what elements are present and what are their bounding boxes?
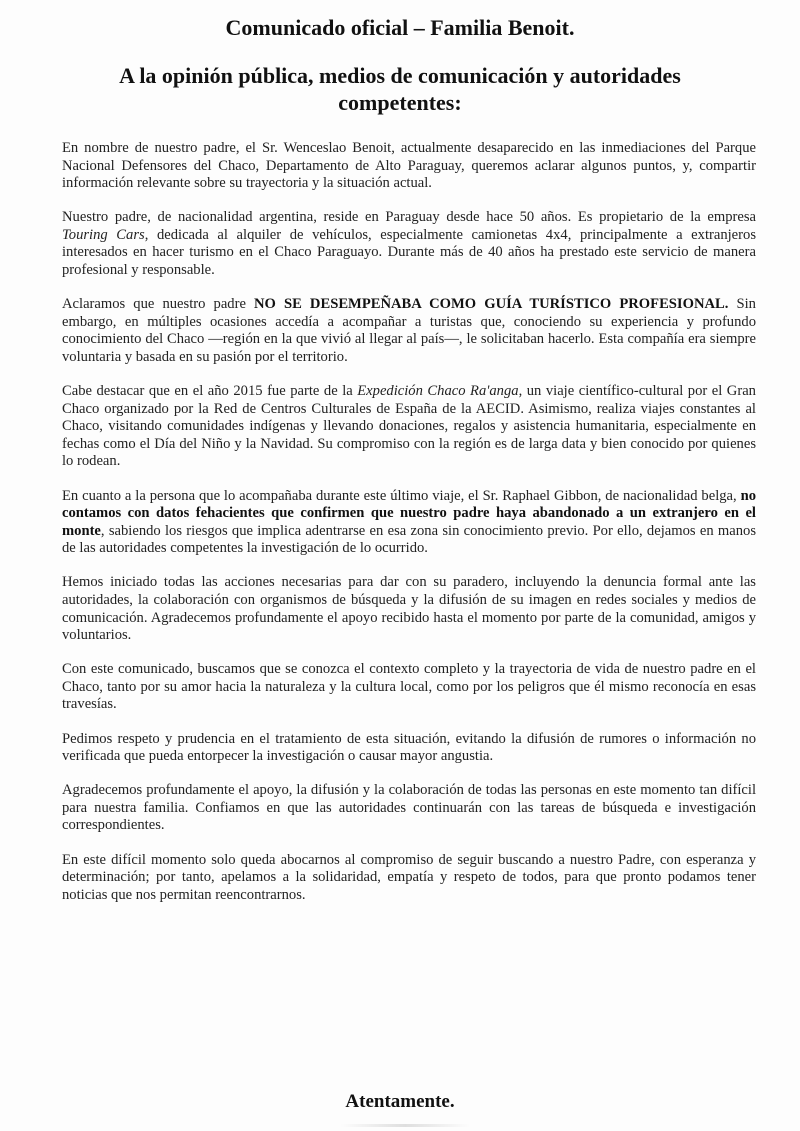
paragraph-4 [62, 383, 756, 471]
paragraph-6 [62, 574, 756, 644]
paragraph-text: Sin embargo, en múltiples ocasiones accedía a acompañar a turistas que, conociendo su experiencia y profundo conocimiento del Chaco —región en la que vivió al llegar al país—, le solicitaban hacerlo. Esta compañía era siempre voluntaria y basada en su pasión por el territorio. [62, 296, 756, 365]
paragraph-text: Hemos iniciado todas las acciones necesarias para dar con su paradero, incluyendo la denuncia formal ante las autoridades, la colaboración con organismos de búsqueda y la difusión de su imagen en redes sociales y medios de comunicación. Agradecemos profundamente el apoyo recibido hasta el momento por parte de la comunidad, amigos y voluntarios. [62, 574, 756, 644]
paragraph-7 [62, 661, 756, 714]
document-title: Comunicado oficial – Familia Benoit. [225, 15, 575, 40]
expedition-name: Expedición Chaco Ra'anga [357, 383, 519, 400]
paragraph-2 [62, 209, 756, 279]
paragraph-text: Con este comunicado, buscamos que se conozca el contexto completo y la trayectoria de vida de nuestro padre en el Chaco, tanto por su amor hacia la naturaleza y la cultura local, como por los peligros que él mismo reconocía en esas travesías. [62, 661, 756, 713]
paragraph-text: Cabe destacar que en el año 2015 fue parte de la [62, 383, 358, 400]
bold-statement: no contamos con datos fehacientes que confirmen que nuestro padre haya abandonado a un extranjero en el monte [62, 487, 756, 539]
paragraph-text: Agradecemos profundamente el apoyo, la difusión y la colaboración de todas las personas en este momento tan difícil para nuestra familia. Confiamos en que las autoridades continuarán con las tareas de búsqueda e investigación correspondientes. [62, 782, 756, 834]
document-body [62, 140, 756, 921]
paragraph-text: Pedimos respeto y prudencia en el tratamiento de esta situación, evitando la difusión de rumores o información no verificada que pueda entorpecer la investigación o causar mayor angustia. [62, 730, 756, 765]
paragraph-1 [62, 140, 756, 193]
paragraph-9 [62, 782, 756, 835]
signature-scan-mark [340, 1124, 470, 1127]
paragraph-text: Nuestro padre, de nacionalidad argentina, reside en Paraguay desde hace 50 años. Es propietario de la empresa [62, 209, 756, 226]
paragraph-5 [62, 488, 756, 558]
paragraph-3 [62, 296, 756, 366]
bold-statement: NO SE DESEMPEÑABA COMO GUÍA TURÍSTICO PROFESIONAL. [254, 296, 729, 313]
closing-signature: Atentamente. [345, 1091, 455, 1112]
paragraph-text: , un viaje científico-cultural por el Gran Chaco organizado por la Red de Centros Culturales de España de la AECID. Asimismo, realiza viajes constantes al Chaco, visitando comunidades indígenas y llevando donaciones, regalos y asistencia humanitaria, especialmente en fechas como el Día del Niño y la Navidad. Su compromiso con la región es de larga data y bien conocido por quienes lo rodean. [62, 383, 756, 470]
paragraph-10 [62, 852, 756, 905]
paragraph-8 [62, 731, 756, 766]
paragraph-text: En cuanto a la persona que lo acompañaba durante este último viaje, el Sr. Raphael Gibbon, de nacionalidad belga, [62, 487, 741, 504]
paragraph-text: Aclaramos que nuestro padre [62, 296, 255, 313]
paragraph-text: En este difícil momento solo queda abocarnos al compromiso de seguir buscando a nuestro Padre, con esperanza y determinación; por tanto, apelamos a la solidaridad, empatía y respeto de todos, para que pronto podamos tener noticias que nos permitan reencontrarnos. [62, 851, 756, 903]
paragraph-text: , dedicada al alquiler de vehículos, especialmente camionetas 4x4, principalmente a extranjeros interesados en hacer turismo en el Chaco Paraguayo. Durante más de 40 años ha prestado este servicio de manera profesional y responsable. [62, 226, 756, 279]
paragraph-text: , sabiendo los riesgos que implica adentrarse en esa zona sin conocimiento previo. Por ello, dejamos en manos de las autoridades competentes la investigación de lo ocurrido. [62, 522, 756, 557]
company-name: Touring Cars [62, 226, 145, 243]
paragraph-text: En nombre de nuestro padre, el Sr. Wenceslao Benoit, actualmente desaparecido en las inmediaciones del Parque Nacional Defensores del Chaco, Departamento de Alto Paraguay, queremos aclarar algunos puntos, y, compartir información relevante sobre su trayectoria y la situación actual. [62, 140, 756, 192]
document-subtitle: A la opinión pública, medios de comunicación y autoridades competentes: [119, 63, 681, 115]
